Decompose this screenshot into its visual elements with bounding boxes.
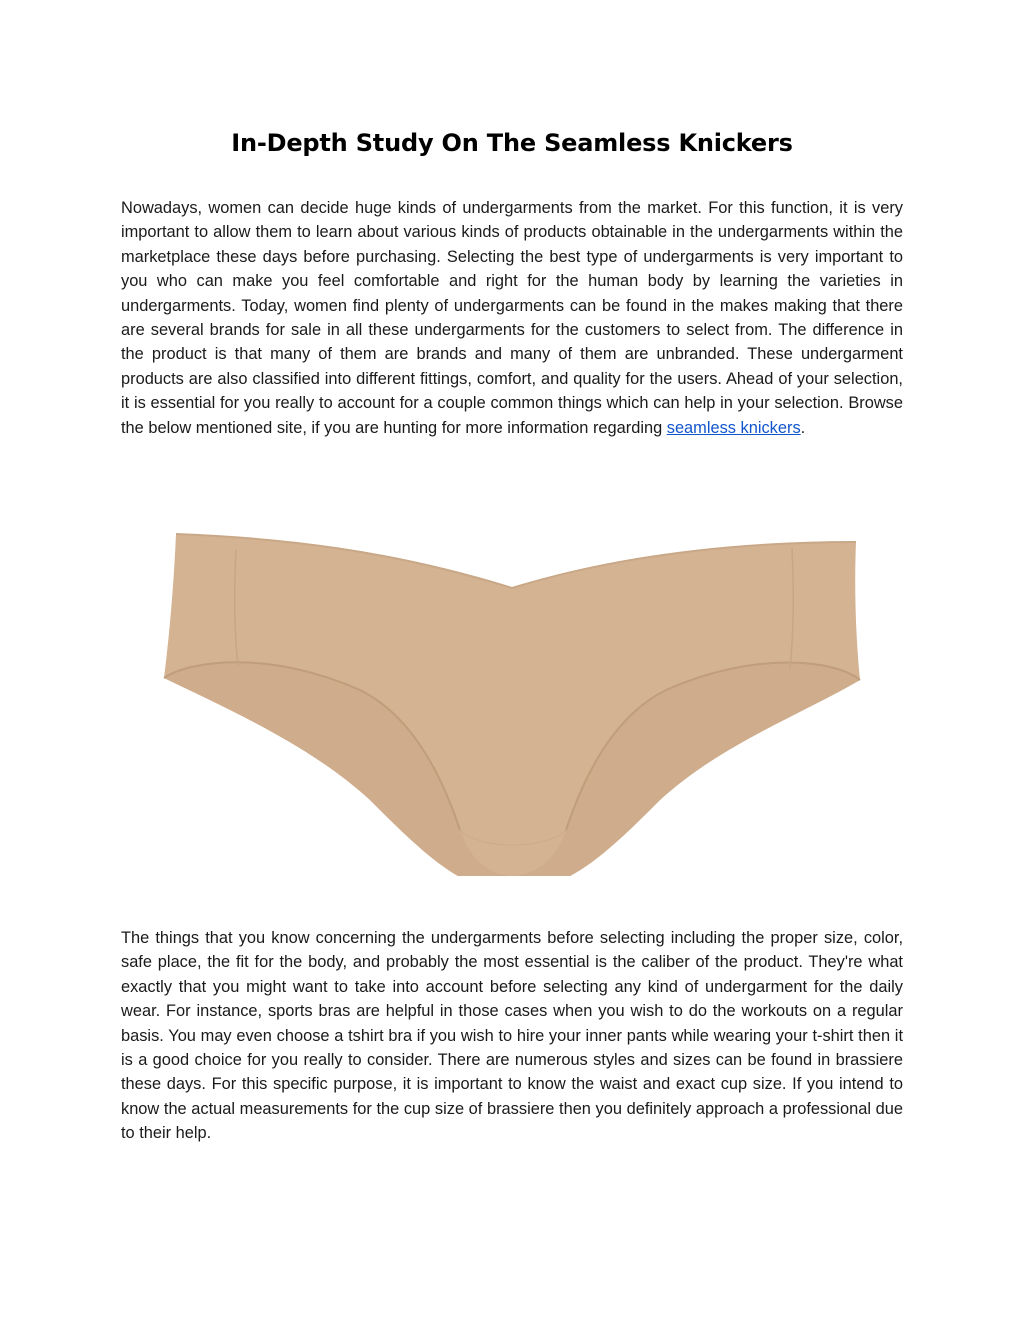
paragraph-body: The things that you know concerning the undergarments before selecting including the proper size, color, safe place, the fit for the body, and probably the most essential is the caliber of the product. They're what exactly that you might want to take into account before selecting any kind of undergarment for the daily wear. For instance, sports bras are helpful in those cases when you wish to do the workouts on a regular basis. You may even choose a tshirt bra if you wish to hire your inner pants while wearing your t-shirt then it is a good choice for you really to consider. There are numerous styles and sizes can be found in brassiere these days. For this specific purpose, it is important to know the waist and exact cup size. If you intend to know the actual measurements for the cup size of brassiere then you definitely approach a professional due to their help. <box>121 929 903 1143</box>
paragraph-intro-end: . <box>800 418 806 437</box>
seamless-knickers-link[interactable]: seamless knickers <box>666 418 801 437</box>
paragraph-intro <box>121 196 903 440</box>
document-title: In-Depth Study On The Seamless Knickers <box>231 129 793 157</box>
paragraph-intro-text: Nowadays, women can decide huge kinds of undergarments from the market. For this function, it is very important to allow them to learn about various kinds of products obtainable in the undergarments within the marketplace these days before purchasing. Selecting the best type of undergarments is very important to you who can make you feel comfortable and right for the human body by learning the varieties in undergarments. Today, women find plenty of undergarments can be found in the makes making that there are several brands for sale in all these undergarments for the customers to select from. The difference in the product is that many of them are brands and many of them are unbranded. These undergarment products are also classified into different fittings, comfort, and quality for the users. Ahead of your selection, it is essential for you really to account for a couple common things which can help in your selection. Browse the below mentioned site, if you are hunting for more information regarding <box>121 199 903 437</box>
seamless-knickers-image <box>160 530 866 880</box>
